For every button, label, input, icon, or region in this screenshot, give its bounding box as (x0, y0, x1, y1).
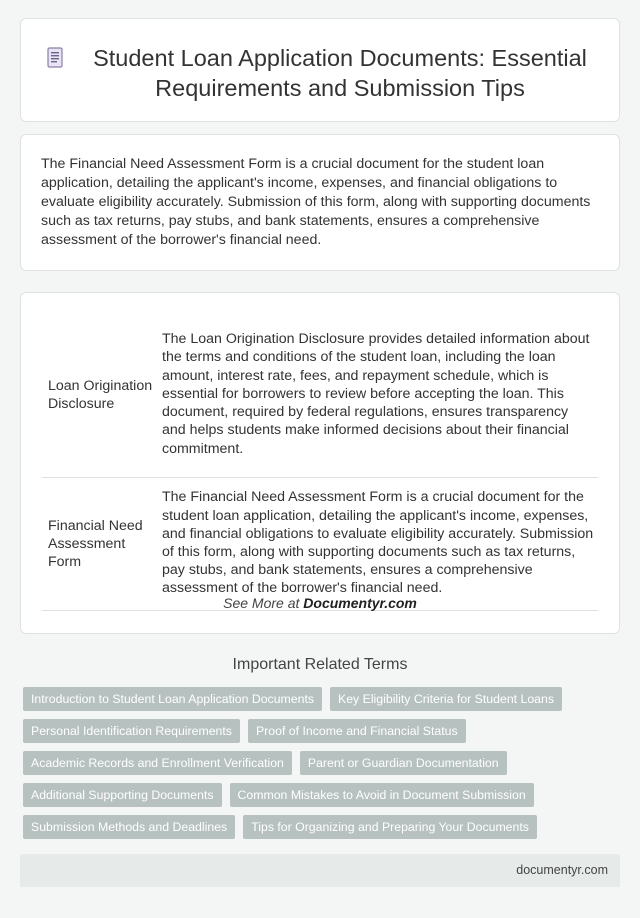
related-tag[interactable]: Proof of Income and Financial Status (248, 719, 466, 743)
related-tag[interactable]: Submission Methods and Deadlines (23, 815, 235, 839)
related-tag[interactable]: Parent or Guardian Documentation (300, 751, 507, 775)
tag-row (23, 687, 623, 711)
related-tag[interactable]: Personal Identification Requirements (23, 719, 240, 743)
footer-site-link[interactable]: documentyr.com (516, 863, 608, 877)
table-row (42, 478, 598, 611)
table-row (42, 313, 598, 478)
term-cell: Financial Need Assessment Form (42, 478, 158, 611)
footer (20, 854, 620, 887)
documents-table-card (20, 292, 620, 634)
header-card (20, 18, 620, 122)
tag-row (23, 751, 623, 775)
description-cell: The Loan Origination Disclosure provides detailed information about the terms and conditions of the student loan, including the loan amount, interest rate, fees, and repayment schedule, which is essential for borrowers to review before accepting the loan. This document, required by federal regulations, ensures transparency and helps students make informed decisions about their financial commitment. (158, 313, 598, 478)
tag-row (23, 719, 623, 743)
intro-card (20, 134, 620, 271)
tag-row (23, 815, 623, 839)
see-more-link[interactable] (21, 595, 619, 611)
related-terms-tags (23, 687, 623, 847)
see-more-prefix: See More at (223, 595, 304, 611)
see-more-site: Documentyr.com (303, 595, 417, 611)
term-cell: Loan Origination Disclosure (42, 313, 158, 478)
page-title: Student Loan Application Documents: Essential Requirements and Submission Tips (93, 45, 587, 101)
related-tag[interactable]: Common Mistakes to Avoid in Document Submission (230, 783, 534, 807)
related-tag[interactable]: Introduction to Student Loan Application Documents (23, 687, 322, 711)
description-cell: The Financial Need Assessment Form is a crucial document for the student loan application, detailing the applicant's income, expenses, and financial obligations to evaluate eligibility accurately. Submission of this form, along with supporting documents such as tax returns, pay stubs, and bank statements, ensures a comprehensive assessment of the borrower's financial need. (158, 478, 598, 611)
related-terms-title: Important Related Terms (232, 656, 408, 673)
intro-paragraph: The Financial Need Assessment Form is a crucial document for the student loan application, detailing the applicant's income, expenses, and financial obligations to evaluate eligibility accurately. Submission of this form, along with supporting documents such as tax returns, pay stubs, and bank statements, ensures a comprehensive assessment of the borrower's financial need. (41, 156, 591, 248)
related-tag[interactable]: Additional Supporting Documents (23, 783, 222, 807)
related-tag[interactable]: Key Eligibility Criteria for Student Loans (330, 687, 562, 711)
related-tag[interactable]: Academic Records and Enrollment Verification (23, 751, 292, 775)
tag-row (23, 783, 623, 807)
related-tag[interactable]: Tips for Organizing and Preparing Your Documents (243, 815, 537, 839)
documents-table (42, 313, 598, 611)
